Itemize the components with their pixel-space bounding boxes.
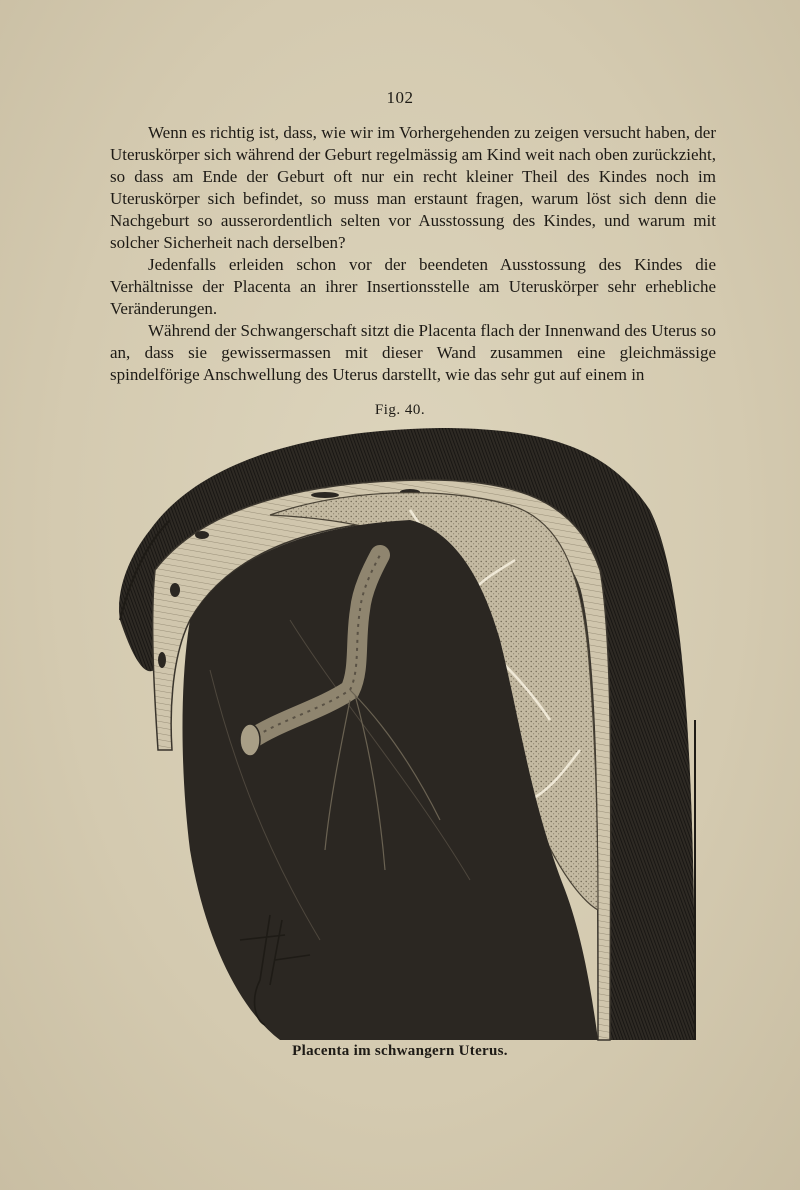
paragraph-2: Jedenfalls erleiden schon vor der beendeten Ausstossung des Kindes die Verhältnisse der Placenta an ihrer Insertionsstelle am Uteruskörper sehr erhebliche Veränderungen. (110, 255, 716, 318)
figure-caption: Placenta im schwangern Uterus. (292, 1043, 508, 1059)
paragraph-1: Wenn es richtig ist, dass, wie wir im Vorhergehenden zu zeigen versucht haben, der Uteruskörper sich während der Geburt regelmässig am Kind weit nach oben zurückzieht, so dass am Ende der Geburt oft nur ein recht kleiner Theil des Kindes noch im Uteruskörper sich befindet, so muss man erstaunt fragen, warum löst sich denn die Nachgeburt so ausserordentlich selten vor Ausstossung des Kindes, und warum mit solcher Sicherheit nach derselben? (110, 123, 716, 252)
page-number: 102 (386, 88, 414, 107)
body-text (110, 122, 716, 386)
figure-label: Fig. 40. (374, 402, 426, 418)
paragraph-3: Während der Schwangerschaft sitzt die Placenta flach der Innenwand des Uterus so an, dass sie gewissermassen mit dieser Wand zusammen eine gleichmässige spindelförige Anschwellung des Uterus darstellt, wie das sehr gut auf einem in (110, 321, 716, 384)
figure-placenta-illustration (110, 420, 700, 1042)
